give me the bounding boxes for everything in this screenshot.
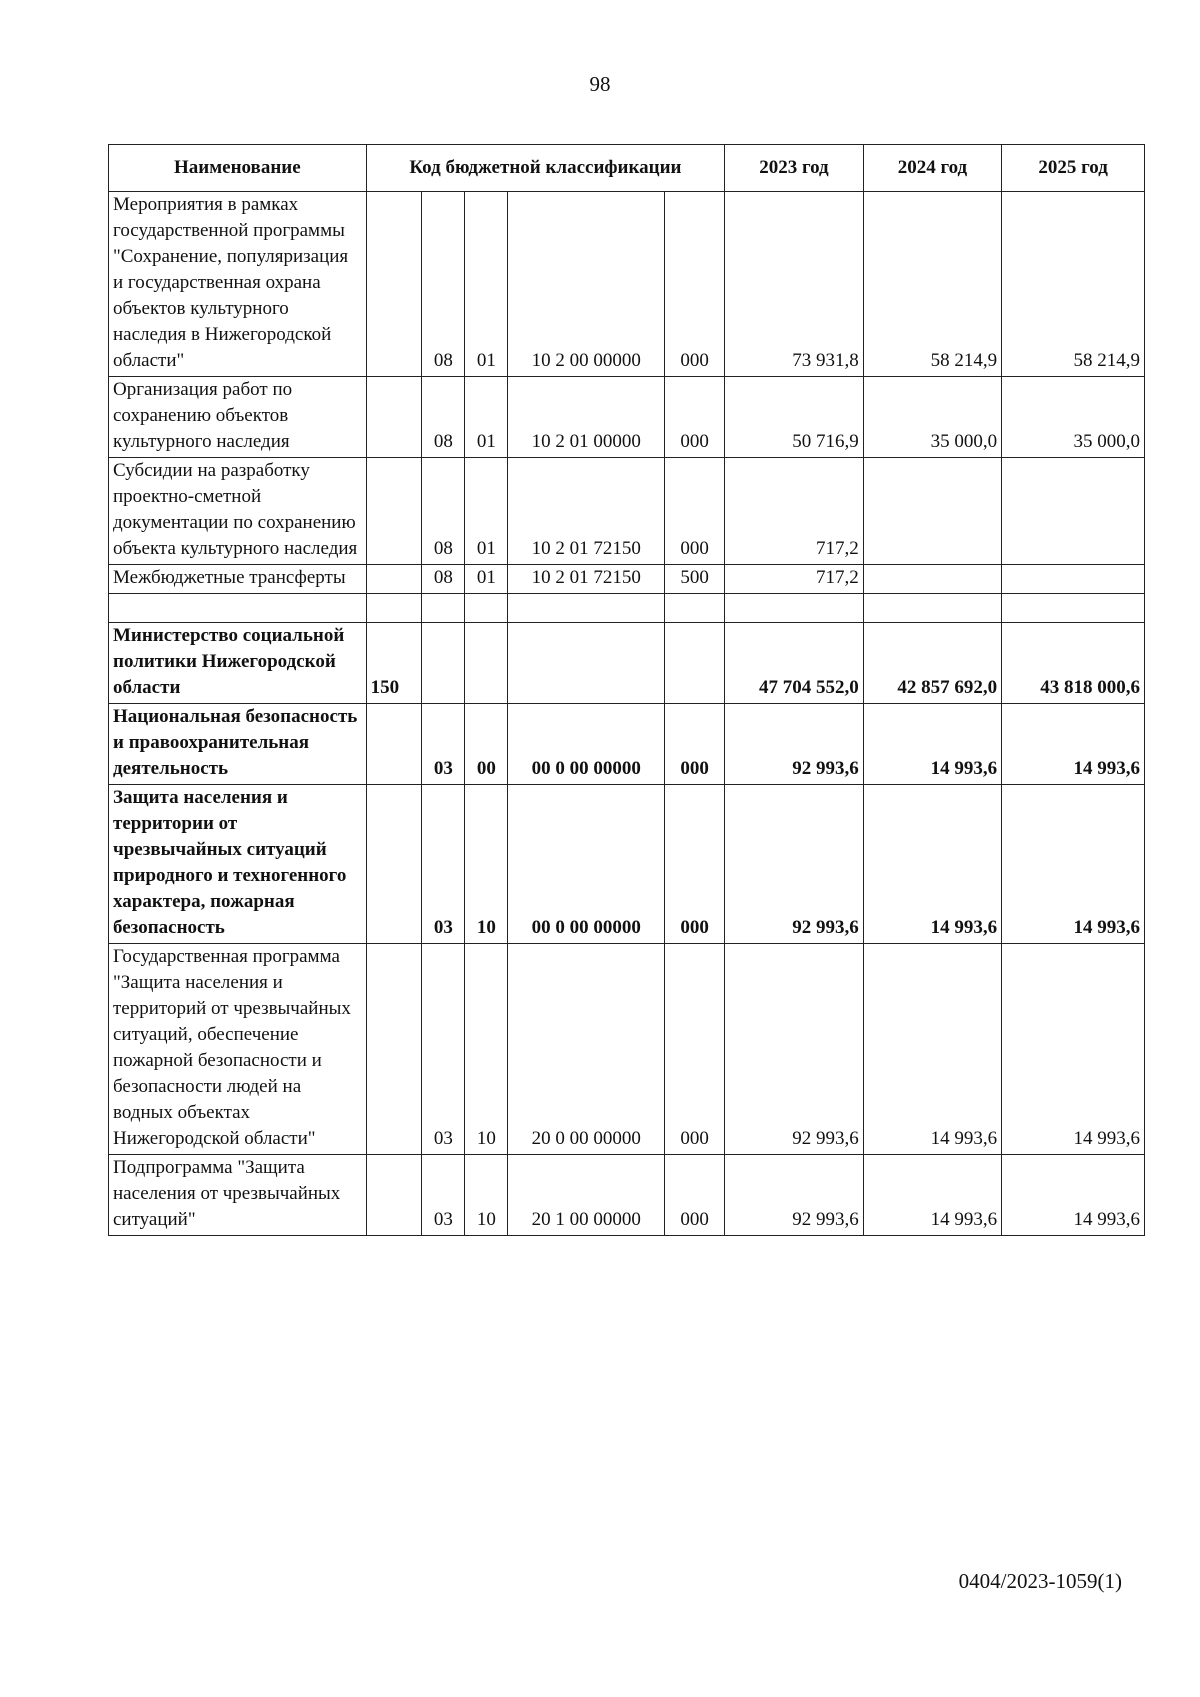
razdel-code: 03 [422, 785, 465, 944]
document-number: 0404/2023-1059(1) [958, 1569, 1122, 1593]
target-article-code: 10 2 01 00000 [508, 377, 665, 458]
target-article-code: 10 2 00 00000 [508, 192, 665, 377]
amount-2024: 14 993,6 [863, 944, 1001, 1155]
amount-2023: 92 993,6 [725, 1155, 863, 1236]
amount-2025: 14 993,6 [1002, 1155, 1145, 1236]
amount-2025 [1002, 458, 1145, 565]
row-name: Государственная программа "Защита населения и территорий от чрезвычайных ситуаций, обеспечение пожарной безопасности и безопасности людей на водных объектах Нижегородской области" [109, 944, 367, 1155]
vedomstvo-code [366, 594, 422, 623]
vedomstvo-code [366, 1155, 422, 1236]
header-2024: 2024 год [863, 145, 1001, 192]
podrazdel-code: 01 [465, 565, 508, 594]
header-code: Код бюджетной классификации [366, 145, 725, 192]
table-row [109, 785, 1145, 944]
razdel-code: 03 [422, 1155, 465, 1236]
amount-2024 [863, 565, 1001, 594]
amount-2023: 50 716,9 [725, 377, 863, 458]
amount-2025 [1002, 594, 1145, 623]
podrazdel-code: 10 [465, 785, 508, 944]
target-article-code [508, 623, 665, 704]
razdel-code: 08 [422, 377, 465, 458]
vedomstvo-code [366, 377, 422, 458]
razdel-code: 08 [422, 565, 465, 594]
row-name: Защита населения и территории от чрезвычайных ситуаций природного и техногенного характера, пожарная безопасность [109, 785, 367, 944]
podrazdel-code: 10 [465, 944, 508, 1155]
target-article-code: 00 0 00 00000 [508, 785, 665, 944]
expense-type-code: 000 [665, 458, 725, 565]
amount-2025: 58 214,9 [1002, 192, 1145, 377]
vedomstvo-code: 150 [366, 623, 422, 704]
row-name: Межбюджетные трансферты [109, 565, 367, 594]
amount-2024: 14 993,6 [863, 704, 1001, 785]
amount-2023: 73 931,8 [725, 192, 863, 377]
expense-type-code: 000 [665, 944, 725, 1155]
razdel-code: 03 [422, 704, 465, 785]
row-name [109, 594, 367, 623]
expense-type-code [665, 623, 725, 704]
page-number: 98 [589, 72, 611, 96]
amount-2025 [1002, 565, 1145, 594]
podrazdel-code: 01 [465, 458, 508, 565]
expense-type-code: 000 [665, 704, 725, 785]
vedomstvo-code [366, 458, 422, 565]
row-name: Организация работ по сохранению объектов культурного наследия [109, 377, 367, 458]
expense-type-code: 000 [665, 1155, 725, 1236]
amount-2023 [725, 594, 863, 623]
razdel-code [422, 594, 465, 623]
amount-2024: 14 993,6 [863, 785, 1001, 944]
table-row [109, 377, 1145, 458]
vedomstvo-code [366, 944, 422, 1155]
target-article-code: 10 2 01 72150 [508, 565, 665, 594]
row-name: Министерство социальной политики Нижегородской области [109, 623, 367, 704]
target-article-code: 00 0 00 00000 [508, 704, 665, 785]
razdel-code: 08 [422, 458, 465, 565]
podrazdel-code: 01 [465, 192, 508, 377]
razdel-code: 08 [422, 192, 465, 377]
table-row [109, 623, 1145, 704]
amount-2024: 35 000,0 [863, 377, 1001, 458]
amount-2023: 717,2 [725, 458, 863, 565]
amount-2023: 92 993,6 [725, 785, 863, 944]
amount-2024 [863, 458, 1001, 565]
amount-2024: 42 857 692,0 [863, 623, 1001, 704]
header-2023: 2023 год [725, 145, 863, 192]
razdel-code: 03 [422, 944, 465, 1155]
table-row [109, 944, 1145, 1155]
amount-2025: 35 000,0 [1002, 377, 1145, 458]
amount-2025: 14 993,6 [1002, 944, 1145, 1155]
amount-2024: 58 214,9 [863, 192, 1001, 377]
amount-2025: 43 818 000,6 [1002, 623, 1145, 704]
table-header-row [109, 145, 1145, 192]
table-row [109, 594, 1145, 623]
header-name: Наименование [109, 145, 367, 192]
header-2025: 2025 год [1002, 145, 1145, 192]
podrazdel-code [465, 594, 508, 623]
amount-2024 [863, 594, 1001, 623]
target-article-code [508, 594, 665, 623]
row-name: Национальная безопасность и правоохранительная деятельность [109, 704, 367, 785]
expense-type-code: 500 [665, 565, 725, 594]
table-row [109, 1155, 1145, 1236]
table-row [109, 565, 1145, 594]
row-name: Подпрограмма "Защита населения от чрезвычайных ситуаций" [109, 1155, 367, 1236]
amount-2025: 14 993,6 [1002, 785, 1145, 944]
amount-2023: 92 993,6 [725, 704, 863, 785]
amount-2024: 14 993,6 [863, 1155, 1001, 1236]
target-article-code: 10 2 01 72150 [508, 458, 665, 565]
expense-type-code: 000 [665, 785, 725, 944]
table-row [109, 458, 1145, 565]
table-row [109, 192, 1145, 377]
vedomstvo-code [366, 785, 422, 944]
amount-2023: 47 704 552,0 [725, 623, 863, 704]
row-name: Мероприятия в рамках государственной программы "Сохранение, популяризация и государственная охрана объектов культурного наследия в Нижегородской области" [109, 192, 367, 377]
table-row [109, 704, 1145, 785]
podrazdel-code: 01 [465, 377, 508, 458]
amount-2023: 717,2 [725, 565, 863, 594]
target-article-code: 20 1 00 00000 [508, 1155, 665, 1236]
expense-type-code: 000 [665, 192, 725, 377]
target-article-code: 20 0 00 00000 [508, 944, 665, 1155]
podrazdel-code: 10 [465, 1155, 508, 1236]
table-body [109, 192, 1145, 1236]
podrazdel-code [465, 623, 508, 704]
vedomstvo-code [366, 565, 422, 594]
amount-2023: 92 993,6 [725, 944, 863, 1155]
vedomstvo-code [366, 192, 422, 377]
podrazdel-code: 00 [465, 704, 508, 785]
vedomstvo-code [366, 704, 422, 785]
budget-table [108, 144, 1145, 1236]
razdel-code [422, 623, 465, 704]
expense-type-code: 000 [665, 377, 725, 458]
expense-type-code [665, 594, 725, 623]
amount-2025: 14 993,6 [1002, 704, 1145, 785]
row-name: Субсидии на разработку проектно-сметной документации по сохранению объекта культурного наследия [109, 458, 367, 565]
